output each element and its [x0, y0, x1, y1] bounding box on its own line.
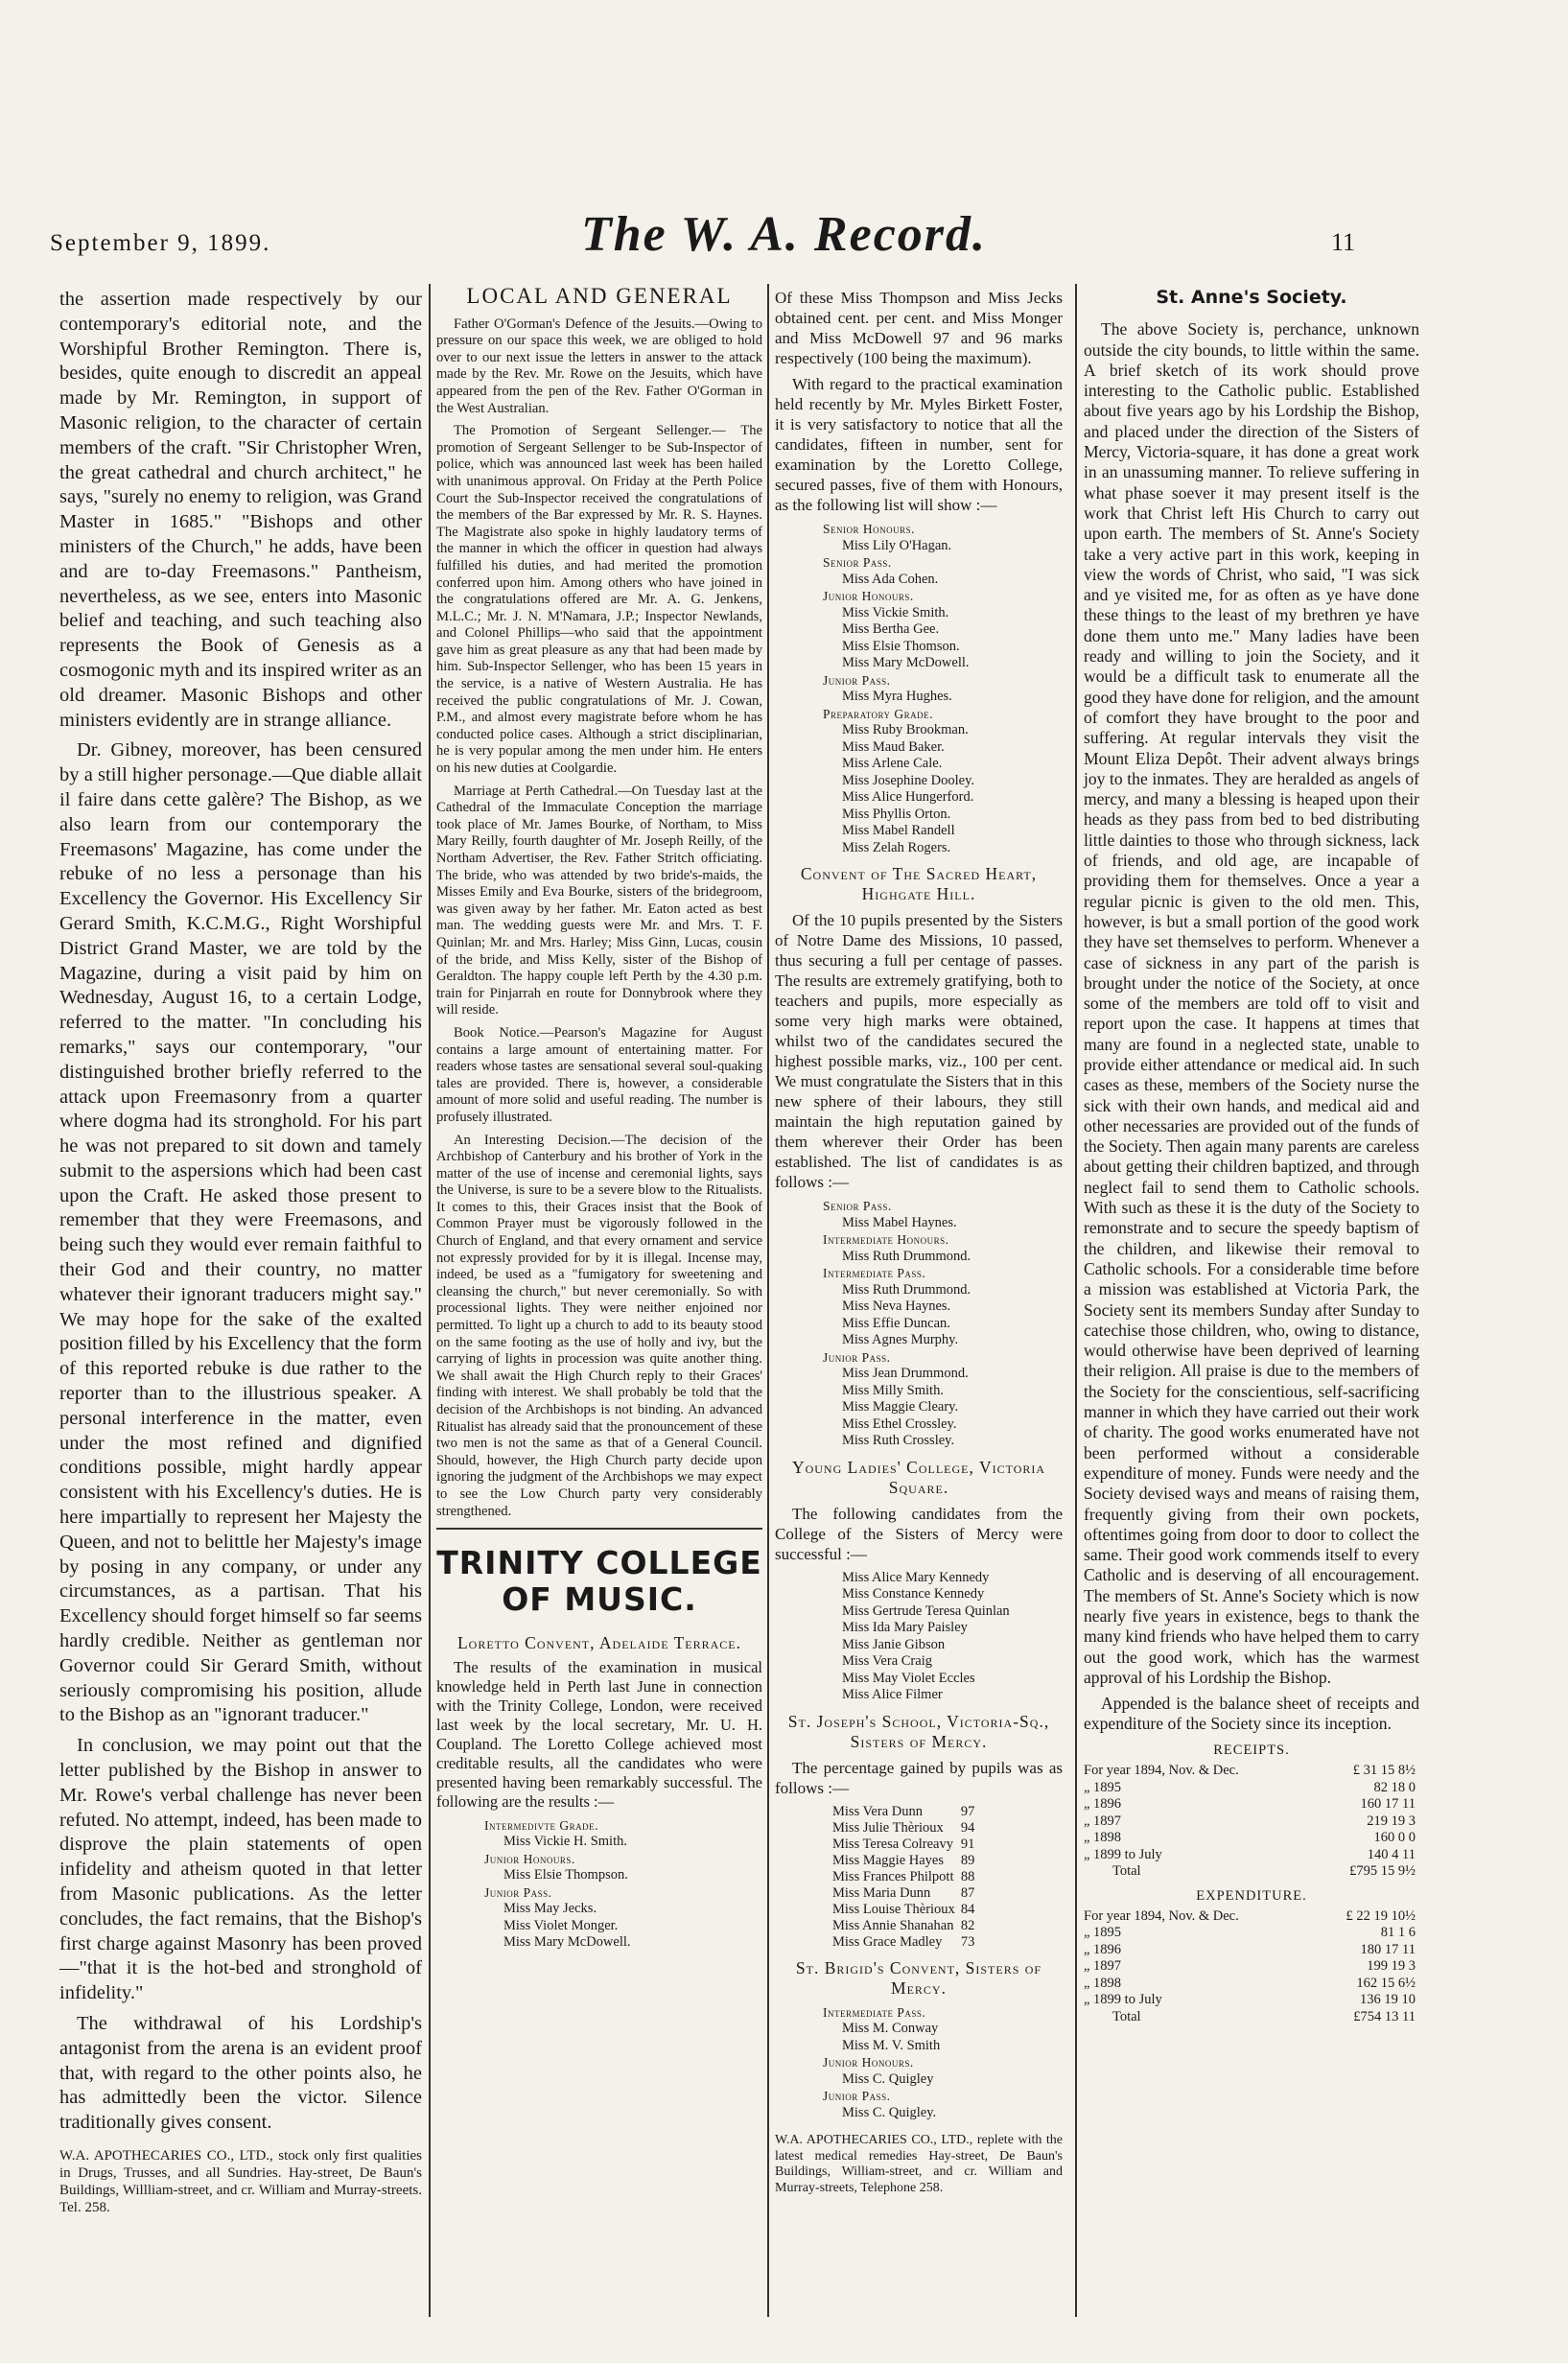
subheading: Convent of The Sacred Heart, Highgate Hill. — [800, 864, 1038, 903]
table-row — [1084, 1780, 1419, 1797]
pupil-percentage: 94 — [960, 1819, 975, 1836]
pupil-name: Miss Annie Shanahan — [832, 1917, 954, 1933]
list-item: Miss Mary McDowell. — [503, 1934, 631, 1951]
list-item: Miss May Violet Eccles — [842, 1670, 975, 1686]
entry-amount: 140 4 11 — [1367, 1846, 1416, 1862]
list-item: Miss Lily O'Hagan. — [842, 537, 952, 553]
table-row — [1084, 1830, 1419, 1847]
paragraph: Father O'Gorman's Defence of the Jesuits.—Owing to pressure on our space this week, we are obliged to hold over to our next issue the letters in answer to the attack made by the Rev. Mr. Rowe on the Jesuits, which have appeared from the pen of the Rev. Father O'Gorman in the West Australian. — [436, 316, 762, 416]
paragraph: Marriage at Perth Cathedral.—On Tuesday last at the Cathedral of the Immaculate Conception the marriage took place of Mr. James Bourke, of Northam, to Miss Mary Reilly, fourth daughter of Mr. Joseph Reilly, of the Northam Advertiser, the Rev. Father Stritch officiating. The bride, who was attended by two bride's-maids, the Misses Emily and Eva Bourke, sisters of the bridegroom, was given away by her father. Mr. Eaton acted as best man. The wedding guests were Mr. and Mrs. T. F. Quinlan; Mr. and Mrs. Harley; Miss Ginn, Lucas, cousin of the bride, and Miss Kelly, sister of the Bishop of Geraldton. The happy couple left Perth by the 4.30 p.m. train for Pinjarrah en route for Donnybrook where they will reside. — [436, 783, 762, 1018]
table-row — [832, 1820, 980, 1837]
paragraph: The above Society is, perchance, unknown outside the city bounds, to little within the same. A brief sketch of its work should prove interesting to the Catholic public. Established about five years ago by his Lordship the Bishop, and placed under the direction of the Sisters of Mercy, Victoria-square, it has done a great work in an unassuming manner. To relieve suffering in what phase soever it may present itself is the work that Christ left His Church to carry out upon earth. The members of St. Anne's Society take a very active part in this work, keeping in view the words of Christ, who said, "I was sick and ye visited me, for as often as ye have done these things to the least of my brethren ye have done them unto me." Many ladies have been ready and willing to join the Society, and it would be a difficult task to enumerate all the good they have done for religion, and the amount of comfort they have brought to the poor and suffering. At regular intervals they visit the Mount Eliza Depôt. Their advent always brings joy to the inmates. They are heralded as angels of mercy, and many a blessing is heaped upon their heads as they pass from bed to bed distributing little dainties to those who through sickness, lack of friends, and old age, are incapable of providing them for themselves. Once a year a regular picnic is given to the old men. This, however, is but a small portion of the good work they have set themselves to perform. Whenever a case of sickness in any part of the parish is brought under the notice of the Society, at once some of the members are told off to visit and report upon the case. It happens at times that many are found in a neglected state, unable to provide either attendance or medical aid. In such cases as these, members of the Society nurse the sick with their own hands, and medical aid and other necessaries are provided out of the funds of the Society. Then again many parents are careless about getting their children baptized, and through neglect fail to send them to Catholic schools. With such as these it is the duty of the Society to remonstrate and to secure the speedy baptism of the children, and likewise their removal to Catholic schools. For a considerable time before a mission was established at Victoria Park, the Society sent its members Sunday after Sunday to catechise those children, who, owing to distance, would otherwise have been deprived of learning their religion. All praise is due to the members of the Society for the conscientious, self-sacrificing manner in which they have carried out their work of charity. The good works enumerated have not been performed without a considerable expenditure of money. Funds were needy and the Society devised ways and means of raising them, frequently giving from their own pockets, oftentimes going from door to door to collect the same. Their good work commends itself to every Catholic and is deserving of all encouragement. The members of St. Anne's Society which is now nearly five years in existence, begs to thank the many kind friends who have helped them to carry out the good work, which has the warmest approval of his Lordship the Bishop. — [1084, 319, 1419, 1687]
table-row — [832, 1934, 980, 1951]
grade-heading: Junior Pass. — [823, 2089, 891, 2103]
grade-heading: Senior Pass. — [823, 1199, 892, 1213]
column-results — [775, 288, 1063, 2196]
list-item: Miss Gertrude Teresa Quinlan — [842, 1603, 1010, 1619]
grade-heading: Junior Pass. — [484, 1884, 552, 1900]
entry-amount: £754 13 11 — [1353, 2008, 1416, 2024]
list-item: Miss Vickie Smith. — [842, 604, 949, 620]
pupil-percentage: 97 — [960, 1803, 975, 1819]
entry-label: „ 1895 — [1084, 1925, 1122, 1941]
list-item: Miss Vera Craig — [842, 1653, 932, 1669]
list-item: Miss Ada Cohen. — [842, 571, 939, 587]
pupil-percentage: 84 — [960, 1901, 975, 1917]
table-row — [1084, 1992, 1419, 2009]
list-item: Miss Jean Drummond. — [842, 1366, 969, 1381]
table-row — [1084, 1908, 1419, 1926]
grade-heading: Junior Honours. — [823, 2055, 914, 2070]
table-row — [832, 1885, 980, 1902]
list-item: Miss Ruby Brookman. — [842, 722, 969, 737]
receipts-heading: RECEIPTS. — [1213, 1742, 1290, 1758]
paragraph: The withdrawal of his Lordship's antagonist from the arena is an evident proof that, with regard to the other points also, he has admittedly been the victor. Silence traditionally gives consent. — [59, 2012, 422, 2134]
list-item: Miss Elsie Thompson. — [503, 1867, 628, 1883]
list-item: Miss Effie Duncan. — [842, 1315, 950, 1331]
results-list — [436, 1817, 762, 1952]
column-rule — [429, 284, 431, 2317]
pupil-name: Miss Vera Dunn — [832, 1803, 923, 1819]
results-list — [775, 1570, 1063, 1704]
receipts-table — [1084, 1763, 1419, 1881]
table-row — [832, 1804, 980, 1820]
list-item: Miss Bertha Gee. — [842, 621, 940, 637]
table-row — [832, 1918, 980, 1934]
grade-heading: Junior Pass. — [823, 1349, 891, 1365]
pupil-name: Miss Maggie Hayes — [832, 1852, 944, 1868]
list-item: Miss Constance Kennedy — [842, 1586, 985, 1602]
entry-amount: 162 15 6½ — [1356, 1975, 1416, 1991]
entry-label: „ 1899 to July — [1084, 1846, 1162, 1862]
list-item: Miss Maud Baker. — [842, 738, 945, 755]
list-item: Miss M. Conway — [842, 2021, 939, 2036]
subheading: St. Brigid's Convent, Sisters of Mercy. — [795, 1957, 1042, 1998]
issue-date: September 9, 1899. — [50, 230, 271, 256]
list-item: Miss Janie Gibson — [842, 1636, 946, 1652]
entry-amount: £795 15 9½ — [1349, 1863, 1416, 1880]
list-item: Miss May Jecks. — [503, 1901, 597, 1917]
pupil-percentage: 91 — [960, 1836, 975, 1852]
grade-heading: Intermediate Honours. — [823, 1232, 949, 1247]
pupil-percentage: 87 — [960, 1884, 975, 1901]
list-item: Miss Elsie Thomson. — [842, 638, 960, 654]
entry-label: „ 1896 — [1084, 1941, 1122, 1957]
entry-label: „ 1899 to July — [1084, 1992, 1162, 2008]
entry-label: „ 1898 — [1084, 1975, 1122, 1991]
list-item: Miss Ethel Crossley. — [842, 1415, 957, 1432]
table-row — [832, 1869, 980, 1885]
table-row — [1084, 1847, 1419, 1864]
list-item: Miss Myra Hughes. — [842, 689, 952, 704]
entry-label: Total — [1112, 1863, 1141, 1880]
pupil-percentage: 89 — [960, 1852, 975, 1868]
entry-amount: 81 1 6 — [1380, 1925, 1416, 1941]
results-list — [775, 1198, 1063, 1450]
page-number: 11 — [1330, 228, 1355, 256]
pupil-name: Miss Julie Thèrioux — [832, 1819, 944, 1836]
divider — [436, 1528, 762, 1530]
entry-amount: 160 0 0 — [1373, 1830, 1416, 1846]
list-item: Miss Agnes Murphy. — [842, 1332, 959, 1347]
table-row — [832, 1853, 980, 1869]
table-row — [1084, 1796, 1419, 1813]
table-row — [1084, 1763, 1419, 1780]
column-rule — [767, 284, 769, 2317]
table-row — [1084, 1976, 1419, 1993]
subheading: Young Ladies' College, Victoria Square. — [791, 1457, 1046, 1497]
entry-label: „ 1897 — [1084, 1958, 1122, 1975]
entry-label: „ 1897 — [1084, 1813, 1122, 1829]
paragraph: The Promotion of Sergeant Sellenger.— The promotion of Sergeant Sellenger to be Sub-Inspector of police, which was announced last week has been hailed with unanimous approval. On Friday at the Perth Police Court the Sub-Inspector received the congratulations of the members of the Bar expressed by Mr. R. S. Haynes. The Magistrate also spoke in highly laudatory terms of the manner in which the officer in question had always fulfilled his duties, and had merited the promotion conferred upon him. Among others who have joined in the congratulations offered are Mr. A. G. Jenkens, M.L.C.; Mr. J. N. M'Namara, J.P.; Inspector Newlands, and Colonel Phillips—who said that the appointment gave him as great pleasure as any that had been made by him. Sub-Inspector Sellenger, who has been 15 years in the service, is a native of Western Australia. He has received the public congratulations of Mr. J. Cowan, P.M., and almost every magistrate before whom he has conducted police cases. Although a strict disciplinarian, he is very popular among the men under him. He enters on his new duties at Coolgardie. — [436, 423, 762, 777]
list-item: Miss Ruth Drummond. — [842, 1248, 971, 1264]
grade-heading: Senior Pass. — [823, 555, 892, 570]
paragraph: In conclusion, we may point out that the letter published by the Bishop in answer to Mr. Rowe's verbal challenge has never been refuted. No attempt, indeed, has been made to disprove the plain statements of open infidelity and atheism quoted in that letter from Masonic publications. As the letter concludes, the fact remains, that the Bishop's first charge against Masonry has been proved—"that it is the hot-bed and stronghold of infidelity." — [59, 1735, 422, 2004]
entry-amount: 160 17 11 — [1360, 1796, 1416, 1813]
pupil-percentage: 73 — [960, 1933, 975, 1950]
list-item: Miss Alice Filmer — [842, 1687, 943, 1702]
list-item: Miss Ida Mary Paisley — [842, 1620, 968, 1635]
list-item: Miss C. Quigley — [842, 2071, 934, 2087]
paragraph: Appended is the balance sheet of receipts and expenditure of the Society since its inception. — [1084, 1694, 1419, 1734]
column-editorial — [59, 288, 422, 2216]
advertisement: W.A. APOTHECARIES CO., LTD., replete with the latest medical remedies Hay-street, De Baun's Buildings, William-street, and cr. William and Murray-streets, Telephone 258. — [775, 2133, 1063, 2195]
results-list — [775, 2004, 1063, 2122]
table-row — [832, 1837, 980, 1853]
column-rule — [1075, 284, 1077, 2317]
entry-label: For year 1894, Nov. & Dec. — [1084, 1907, 1239, 1924]
total-row — [1084, 2009, 1419, 2026]
list-item: Miss Milly Smith. — [842, 1382, 944, 1398]
column-local-general — [436, 284, 762, 1959]
list-item: Miss Arlene Cale. — [842, 756, 943, 771]
grade-heading: Intermediate Pass. — [823, 2004, 926, 2020]
paragraph: With regard to the practical examination held recently by Mr. Myles Birkett Foster, it is very satisfactory to notice that all the candidates, fifteen in number, sent for examination by the Loretto College, secured passes, five of them with Honours, as the following list will show :— — [775, 375, 1063, 514]
list-item: Miss Alice Hungerford. — [842, 789, 974, 805]
table-row — [1084, 1925, 1419, 1942]
grade-heading: Junior Honours. — [823, 589, 914, 603]
entry-label: „ 1896 — [1084, 1796, 1122, 1813]
paragraph: The results of the examination in musical knowledge held in Perth last June in connection with the Trinity College, London, were received last week by the local secretary, Mr. U. H. Coupland. The Loretto College achieved most creditable results, all the candidates who were presented having been remarkably successful. The following are the results :— — [436, 1657, 762, 1811]
list-item: Miss Mabel Randell — [842, 823, 955, 838]
paragraph: The percentage gained by pupils was as follows :— — [775, 1758, 1063, 1797]
pupil-name: Miss Maria Dunn — [832, 1884, 931, 1901]
list-item: Miss Josephine Dooley. — [842, 772, 975, 788]
column-st-annes — [1084, 288, 1419, 2025]
table-row — [1084, 1813, 1419, 1831]
grade-heading: Junior Pass. — [823, 672, 891, 688]
paragraph: Book Notice.—Pearson's Magazine for August contains a large amount of entertaining matter. For readers whose tastes are sensational several soul-quaking tales are provided. There is, however, a considerable amount of more solid and useful reading. The number is profusely illustrated. — [436, 1024, 762, 1125]
paragraph: An Interesting Decision.—The decision of the Archbishop of Canterbury and his brother of York in the matter of the use of incense and ceremonial lights, says the Universe, is sure to be a severe blow to the Ritualists. It comes to this, their Graces insist that the Book of Common Prayer must be vigorously followed in the Church of England, and that every ornament and service not expressly provided for by it is illegal. Incense may, indeed, be used as a "fumigatory for sweetening and cleansing the church," but never ceremonially. So with processional lights. They were neither enjoined nor permitted. To light up a church to add to its beauty stood on the same footing as the use of holly and ivy, but the carrying of lights in procession was quite another thing. We shall await the High Church reply to their Graces' finding with interest. We shall probably be told that the decision of the Archbishops is not binding. An advanced Ritualist has already said that the pronouncement of these two men is not the same as that of a General Council. Should, however, the High Church party decide upon ignoring the judgment of the Archbishops we may expect to see the Low Church party very considerably strengthened. — [436, 1132, 762, 1519]
paragraph: the assertion made respectively by our contemporary's editorial note, and the Worshipful Brother Remington. There is, besides, quite enough to discredit an appeal made by Mr. Remington, in support of Masonic religion, to the character of certain members of the craft. "Sir Christopher Wren, the great cathedral and church architect," he says, "surely no enemy to religion, was Grand Master in 1685." "Bishops and other ministers of the Church," he adds, have been and are to-day Freemasons." Pantheism, nevertheless, as we see, enters into Masonic belief and teaching, and such teaching also represents the Book of Genesis as a cosmogonic myth and its inspired writer as an old dreamer. Masonic Bishops and other ministers evidently are in strange alliance. — [59, 289, 422, 731]
expenditure-table — [1084, 1908, 1419, 2026]
pupil-percentage: 88 — [960, 1868, 975, 1884]
subheading: St. Joseph's School, Victoria-Sq., Sisters of Mercy. — [787, 1711, 1050, 1751]
trinity-heading: TRINITY COLLEGE OF MUSIC. — [436, 1544, 762, 1619]
list-item: Miss Mary McDowell. — [842, 655, 970, 670]
advertisement: W.A. APOTHECARIES CO., LTD., stock only first qualities in Drugs, Trusses, and all Sundries. Hay-street, De Baun's Buildings, Willliam-street, and cr. William and Murray-streets. Tel. 258. — [59, 2147, 422, 2215]
entry-label: „ 1895 — [1084, 1779, 1122, 1795]
results-list — [775, 521, 1063, 856]
paragraph: The following candidates from the College of the Sisters of Mercy were successful :— — [775, 1504, 1063, 1563]
grade-heading: Junior Honours. — [484, 1851, 575, 1866]
list-item: Miss Vickie H. Smith. — [503, 1834, 627, 1850]
table-row — [1084, 1958, 1419, 1976]
pupil-name: Miss Frances Philpott — [832, 1868, 954, 1884]
pupil-name: Miss Louise Thèrioux — [832, 1901, 955, 1917]
grade-heading: Senior Honours. — [823, 522, 916, 536]
pupil-name: Miss Teresa Colreavy — [832, 1836, 953, 1852]
grade-heading: Preparatory Grade. — [823, 706, 934, 721]
pupil-percentage: 82 — [960, 1917, 975, 1933]
section-heading: St. Anne's Society. — [1156, 287, 1347, 308]
expenditure-heading: EXPENDITURE. — [1196, 1887, 1307, 1904]
list-item: Miss Alice Mary Kennedy — [842, 1569, 990, 1585]
pupil-name: Miss Grace Madley — [832, 1933, 943, 1950]
paragraph: Of the 10 pupils presented by the Sisters of Notre Dame des Missions, 10 passed, thus securing a full per centage of passes. The results are extremely gratifying, both to teachers and pupils, more especially as some very high marks were obtained, whilst two of the candidates secured the highest possible marks, viz., 100 per cent. We must congratulate the Sisters that in this new sphere of their labours, they still maintain the high reputation gained by them wherever their Order has been established. The list of candidates is as follows :— — [775, 911, 1063, 1191]
masthead — [0, 206, 1568, 264]
list-item: Miss Zelah Rogers. — [842, 839, 951, 855]
entry-amount: 199 19 3 — [1367, 1958, 1416, 1975]
entry-amount: 180 17 11 — [1360, 1941, 1416, 1957]
paragraph: Dr. Gibney, moreover, has been censured by a still higher personage.—Que diable allait il faire dans cette galère? The Bishop, as we also learn from our contemporary the Freemasons' Magazine, has come under the rebuke of no less a personage than his Excellency the Governor. His Excellency Sir Gerard Smith, K.C.M.G., Right Worshipful District Grand Master, we are told by the Magazine, during a visit paid by him on Wednesday, August 16, to a certain Lodge, referred to the matter. "In concluding his remarks," says our contemporary, "our distinguished brother briefly referred to the attack upon Freemasonry from a quarter where dogma had its stronghold. For his part he was not prepared to sit down and tamely submit to the aspersions which had been cast upon the Craft. He asked those present to remember that they were Freemasons, and being such they would ever remain faithful to their God and their country, no matter whatever their ignorant traducers might say." We may hope for the sake of the exalted position filled by his Excellency that the form of this reported rebuke is due rather to the reporter than to the illustrious speaker. A personal interference in the matter, even under the most refined and dignified conditions possible, might hardly appear consistent with his Excellency's duties. He is here impartially to represent her Majesty the Queen, and not to belittle her Majesty's image by posing in any company, or under any circumstances, as a partisan. That his Excellency should forget himself so far seems hardly credible. Neither as gentleman nor Governor could Sir Gerard Smith, without seriously compromising his position, allude to the Bishop as an "ignorant traducer." — [59, 739, 422, 1726]
paragraph: Of these Miss Thompson and Miss Jecks obtained cent. per cent. and Miss Monger and Miss McDowell 97 and 96 marks respectively (100 being the maximum). — [775, 289, 1063, 367]
section-heading: LOCAL AND GENERAL — [466, 284, 733, 308]
list-item: Miss Maggie Cleary. — [842, 1399, 959, 1415]
subheading: Loretto Convent, Adelaide Terrace. — [456, 1633, 742, 1653]
percentage-table — [832, 1804, 980, 1951]
entry-amount: 219 19 3 — [1367, 1813, 1416, 1829]
table-row — [832, 1902, 980, 1918]
list-item: Miss Violet Monger. — [503, 1917, 619, 1933]
list-item: Miss Neva Haynes. — [842, 1298, 951, 1314]
grade-heading: Intermediate Pass. — [823, 1266, 926, 1280]
entry-amount: £ 22 19 10½ — [1346, 1907, 1416, 1924]
entry-label: For year 1894, Nov. & Dec. — [1084, 1763, 1239, 1779]
list-item: Miss Ruth Crossley. — [842, 1433, 955, 1448]
entry-label: Total — [1112, 2008, 1141, 2024]
entry-amount: 136 19 10 — [1360, 1992, 1416, 2008]
total-row — [1084, 1863, 1419, 1881]
list-item: Miss Mabel Haynes. — [842, 1214, 957, 1230]
newspaper-title: The W. A. Record. — [580, 207, 988, 262]
entry-label: „ 1898 — [1084, 1830, 1122, 1846]
grade-heading: Intermedivte Grade. — [484, 1817, 598, 1833]
entry-amount: 82 18 0 — [1373, 1779, 1416, 1795]
list-item: Miss C. Quigley. — [842, 2104, 937, 2120]
entry-amount: £ 31 15 8½ — [1352, 1763, 1416, 1779]
list-item: Miss M. V. Smith — [842, 2037, 941, 2053]
table-row — [1084, 1942, 1419, 1959]
list-item: Miss Phyllis Orton. — [842, 806, 951, 822]
list-item: Miss Ruth Drummond. — [842, 1281, 971, 1298]
